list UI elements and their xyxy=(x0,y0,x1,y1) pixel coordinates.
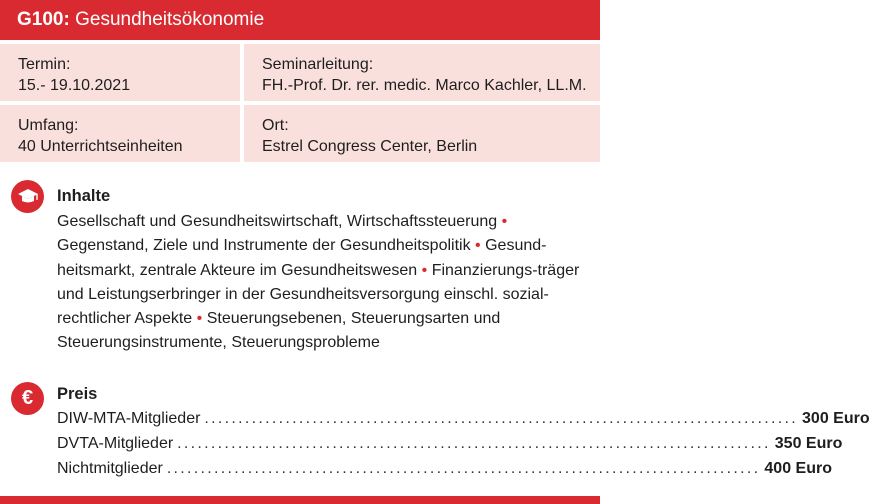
dot-leader: ........................................................................................ xyxy=(204,410,799,427)
bullet: • xyxy=(475,237,481,255)
preis-title: Preis xyxy=(57,385,98,403)
price-value: 350 Euro xyxy=(774,435,843,452)
price-row xyxy=(57,408,870,430)
inhalte-title: Inhalte xyxy=(57,187,111,205)
price-row xyxy=(57,433,843,455)
graduation-cap-icon xyxy=(11,180,44,213)
euro-icon: € xyxy=(11,382,44,415)
price-category: Nichtmitglieder xyxy=(57,460,163,477)
bullet: • xyxy=(196,310,203,328)
price-row xyxy=(57,458,832,480)
bullet: • xyxy=(421,261,428,279)
termin-cell xyxy=(0,44,240,101)
page-header xyxy=(0,0,600,40)
umfang-value: 40 Unterrichtseinheiten xyxy=(18,138,183,155)
inhalte-text xyxy=(57,210,587,356)
price-value: 300 Euro xyxy=(802,410,870,427)
umfang-label: Umfang: xyxy=(18,117,79,134)
seminarleitung-label: Seminarleitung: xyxy=(262,56,374,73)
ort-label: Ort: xyxy=(262,117,289,134)
umfang-cell xyxy=(0,105,240,162)
seminarleitung-cell xyxy=(244,44,600,101)
course-code: G100: xyxy=(17,9,70,30)
price-category: DIW-MTA-Mitglieder xyxy=(57,410,201,427)
dot-leader: ........................................................................................ xyxy=(166,460,761,477)
seminarleitung-value: FH.-Prof. Dr. rer. medic. Marco Kachler, LL.M. xyxy=(262,77,587,94)
inhalte-item: Steuerungsebenen, Steuerungsarten und Steuerungsinstrumente, Steuerungsprobleme xyxy=(57,310,501,352)
bullet: • xyxy=(501,213,508,230)
price-category: DVTA-Mitglieder xyxy=(57,435,174,452)
bottom-bar xyxy=(0,496,600,504)
ort-cell xyxy=(244,105,600,162)
inhalte-item: Gegenstand, Ziele und Instrumente der Gesundheitspolitik xyxy=(57,237,471,255)
dot-leader: ........................................................................................ xyxy=(177,435,771,452)
price-value: 400 Euro xyxy=(764,460,832,477)
inhalte-item: Gesund-heitsmarkt, zentrale Akteure im Gesundheitswesen xyxy=(57,237,547,279)
course-title: Gesundheitsökonomie xyxy=(75,9,265,30)
inhalte-item: Gesellschaft und Gesundheitswirtschaft, Wirtschaftssteuerung xyxy=(57,213,498,230)
ort-value: Estrel Congress Center, Berlin xyxy=(262,138,478,155)
termin-label: Termin: xyxy=(18,56,71,73)
termin-value: 15.- 19.10.2021 xyxy=(18,77,131,94)
inhalte-item: Finanzierungs-träger und Leistungserbringer in der Gesundheitsversorgung einschl. sozial-rechtlicher Aspekte xyxy=(57,261,580,328)
